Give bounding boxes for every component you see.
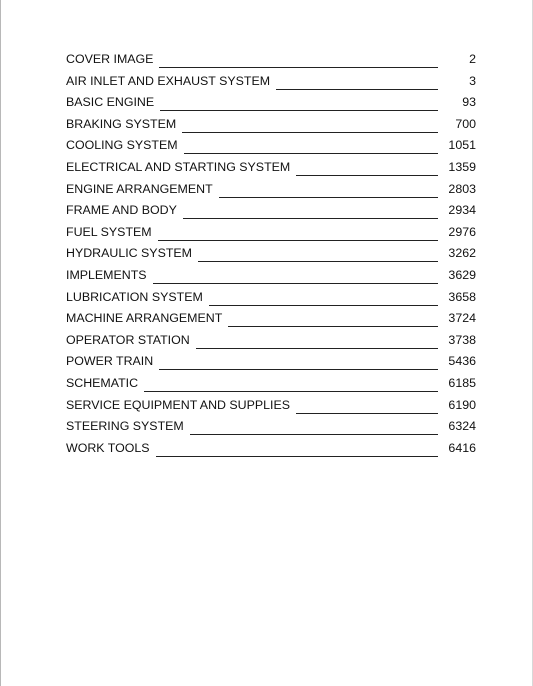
toc-entry-title: COVER IMAGE	[66, 52, 154, 66]
toc-entry[interactable]	[66, 266, 476, 288]
toc-entry-page: 3738	[448, 332, 476, 347]
toc-leader-line	[160, 93, 438, 111]
toc-entry-page: 93	[462, 95, 476, 110]
toc-entry[interactable]	[66, 396, 476, 418]
toc-entry-title: ENGINE ARRANGEMENT	[66, 181, 213, 196]
toc-entry-title: MACHINE ARRANGEMENT	[66, 311, 223, 326]
toc-leader-line	[153, 266, 438, 284]
toc-entry[interactable]	[66, 115, 476, 137]
toc-entry-title: HYDRAULIC SYSTEM	[66, 246, 192, 261]
toc-entry-title: ELECTRICAL AND STARTING SYSTEM	[66, 159, 291, 174]
toc-leader-line	[184, 136, 438, 154]
toc-entry[interactable]	[66, 439, 476, 461]
toc-entry[interactable]	[66, 244, 476, 266]
table-of-contents	[66, 50, 476, 460]
toc-entry-title: POWER TRAIN	[66, 354, 154, 369]
toc-leader-line	[228, 309, 438, 327]
toc-entry-page: 2	[469, 52, 476, 66]
toc-leader-line	[196, 331, 438, 349]
toc-entry[interactable]	[66, 180, 476, 202]
toc-entry-page: 2934	[448, 203, 476, 218]
toc-entry-page: 3658	[448, 289, 476, 304]
toc-leader-line	[296, 396, 438, 414]
toc-entry-page: 3629	[448, 267, 476, 282]
toc-entry-page: 6324	[448, 419, 476, 434]
toc-entry[interactable]	[66, 201, 476, 223]
toc-entry-title: AIR INLET AND EXHAUST SYSTEM	[66, 73, 271, 88]
toc-entry[interactable]	[66, 374, 476, 396]
toc-leader-line	[296, 158, 438, 176]
toc-leader-line	[198, 244, 438, 262]
toc-leader-line	[159, 50, 438, 68]
toc-entry[interactable]	[66, 223, 476, 245]
toc-leader-line	[276, 72, 438, 90]
toc-entry-title: WORK TOOLS	[66, 440, 150, 455]
toc-entry-title: STEERING SYSTEM	[66, 419, 184, 434]
toc-leader-line	[209, 288, 438, 306]
toc-entry[interactable]	[66, 309, 476, 331]
toc-leader-line	[159, 352, 438, 370]
toc-entry[interactable]	[66, 136, 476, 158]
toc-entry[interactable]	[66, 158, 476, 180]
toc-entry-page: 3	[469, 73, 476, 88]
toc-entry-page: 6190	[448, 397, 476, 412]
toc-entry-page: 6416	[448, 440, 476, 455]
toc-entry-page: 5436	[448, 354, 476, 369]
toc-entry-page: 2976	[448, 224, 476, 239]
toc-entry[interactable]	[66, 352, 476, 374]
toc-leader-line	[182, 115, 438, 133]
toc-entry-title: COOLING SYSTEM	[66, 138, 178, 153]
toc-entry-page: 6185	[448, 375, 476, 390]
toc-leader-line	[219, 180, 438, 198]
toc-entry-page: 3724	[448, 311, 476, 326]
toc-entry-title: SERVICE EQUIPMENT AND SUPPLIES	[66, 397, 291, 412]
toc-entry-title: OPERATOR STATION	[66, 332, 190, 347]
toc-leader-line	[144, 374, 438, 392]
toc-entry-title: BRAKING SYSTEM	[66, 116, 177, 131]
toc-leader-line	[158, 223, 438, 241]
toc-entry-page: 700	[455, 116, 476, 131]
toc-entry-page: 3262	[448, 246, 476, 261]
page-left-edge	[0, 0, 1, 686]
toc-entry-page: 1359	[448, 159, 476, 174]
toc-entry-title: BASIC ENGINE	[66, 95, 155, 110]
toc-entry[interactable]	[66, 331, 476, 353]
toc-entry[interactable]	[66, 93, 476, 115]
toc-entry[interactable]	[66, 50, 476, 72]
toc-entry-page: 1051	[448, 138, 476, 153]
toc-entry-title: LUBRICATION SYSTEM	[66, 289, 203, 304]
toc-entry-title: IMPLEMENTS	[66, 267, 147, 282]
toc-entry-title: FUEL SYSTEM	[66, 224, 152, 239]
toc-leader-line	[156, 439, 438, 457]
toc-entry[interactable]	[66, 417, 476, 439]
toc-entry[interactable]	[66, 288, 476, 310]
toc-leader-line	[183, 201, 438, 219]
toc-entry-title: FRAME AND BODY	[66, 203, 177, 218]
toc-leader-line	[190, 417, 438, 435]
toc-entry[interactable]	[66, 72, 476, 94]
toc-entry-page: 2803	[448, 181, 476, 196]
toc-entry-title: SCHEMATIC	[66, 375, 139, 390]
